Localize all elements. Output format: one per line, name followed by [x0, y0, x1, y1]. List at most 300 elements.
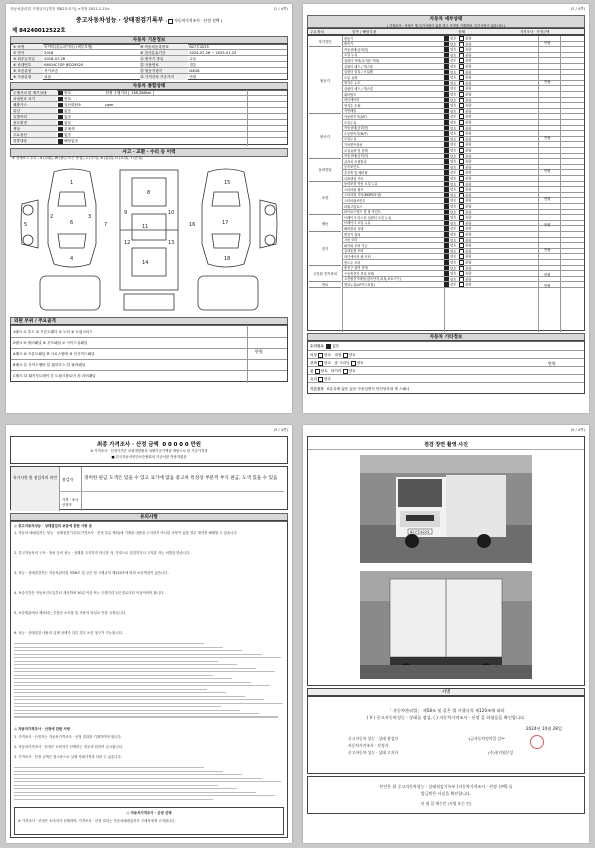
detail-item-label: 원동기 [344, 36, 354, 41]
state-good-check[interactable] [444, 176, 449, 181]
other-value: 없음 [332, 344, 340, 348]
state-good-check[interactable] [444, 193, 449, 198]
state-bad-check[interactable] [459, 243, 464, 248]
state-bad-check[interactable] [459, 92, 464, 97]
state-good-check[interactable] [444, 120, 449, 125]
general-item: 색상 [13, 126, 57, 132]
state-bad-check[interactable] [459, 226, 464, 231]
notice1-title: ◎ 중고자동차성능 · 상태점검의 보증에 관한 사항 등 [14, 524, 93, 528]
state-bad-check[interactable] [459, 137, 464, 142]
state-good-check[interactable] [444, 86, 449, 91]
basic-value2: 수동 [189, 57, 197, 61]
doc-no-suffix: 호 [60, 28, 66, 34]
notice1-item: 4. 보증기간은 자동차인도일부터 계산하며 30일 이상 또는 주행거리 2천 킬로미터 이상이어야 합니다. [14, 591, 165, 595]
state-good-check[interactable] [444, 187, 449, 192]
state-good-check[interactable] [444, 232, 449, 237]
detail-item-label: 와이퍼 모터 기능 [344, 243, 368, 248]
state-good-check[interactable] [444, 221, 449, 226]
detail-item-label: 디퍼렌셜 기어 [344, 176, 364, 181]
general-item: 용도변경 [13, 120, 57, 126]
state-good-check[interactable] [444, 159, 449, 164]
state-bad-check[interactable] [459, 64, 464, 69]
text-line-placeholder [14, 696, 245, 697]
other-value: 양호 [324, 377, 332, 381]
basic-value: 자가보증 [44, 69, 59, 73]
diagram-number: 14 [142, 260, 149, 266]
detail-group-label: 동력전달 [309, 159, 341, 181]
state-good-label: 양호 [450, 232, 457, 237]
page4-corner-right: (4 / 4쪽) [570, 428, 585, 432]
state-good-label: 양호 [450, 221, 457, 226]
other-label: 수리필요 [310, 344, 324, 348]
state-check[interactable] [58, 127, 63, 132]
detail-item-label: 등속조인트 [344, 165, 360, 170]
detail-column-headers [307, 28, 585, 35]
basic-label2: ⑭ 가격산정 기준가격 [140, 74, 188, 80]
detail-price-unit: 만원 [544, 79, 551, 84]
state-good-check[interactable] [444, 271, 449, 276]
text-line-placeholder [14, 657, 281, 658]
state-bad-check[interactable] [459, 260, 464, 265]
state-bad-label: 불량 [465, 36, 472, 41]
state-good-label: 양호 [450, 260, 457, 265]
col-header: 항목 / 해당부품 [352, 30, 377, 34]
state-bad-check[interactable] [459, 249, 464, 254]
state-good-check[interactable] [444, 64, 449, 69]
state-bad-label: 불량 [465, 215, 472, 220]
state-bad-check[interactable] [459, 58, 464, 63]
state-bad-check[interactable] [459, 75, 464, 80]
state-good-check[interactable] [444, 98, 449, 103]
other-check[interactable] [318, 377, 323, 382]
notice2-continued-text [14, 765, 286, 803]
state-bad-check[interactable] [459, 148, 464, 153]
other-row [308, 375, 584, 383]
parts-table [10, 324, 288, 382]
state-bad-check[interactable] [459, 165, 464, 170]
state-bad-check[interactable] [459, 254, 464, 259]
state-check[interactable] [58, 115, 63, 120]
notice2-title: ◎ 자동차가격조사 · 산정에 관한 사항 [14, 727, 71, 731]
state-good-label: 양호 [450, 103, 457, 108]
state-bad-label: 불량 [465, 142, 472, 147]
part-row: C랭크 ⑭ 패키지트레이 ⑮ 트렁크플로어 ⑯ 리어패널 [13, 374, 96, 378]
state-good-check[interactable] [444, 182, 449, 187]
state-good-check[interactable] [444, 103, 449, 108]
section-basic-info: 자동차 기본정보 [10, 36, 288, 45]
general-state: 없음 [64, 115, 72, 119]
state-bad-label: 불량 [465, 170, 472, 175]
state-bad-check[interactable] [459, 176, 464, 181]
state-check[interactable] [58, 97, 63, 102]
detail-price-unit: 만원 [544, 197, 551, 202]
diagram-number: 15 [224, 180, 231, 186]
state-bad-check[interactable] [459, 86, 464, 91]
special-divider [81, 467, 82, 511]
diagram-number: 11 [142, 224, 149, 230]
red-seal-stamp [530, 735, 544, 749]
state-bad-check[interactable] [459, 42, 464, 47]
detail-item-label: 클러치 어셈블리 [344, 159, 367, 164]
state-good-label: 양호 [450, 176, 457, 181]
other-value: 양호 [324, 361, 332, 365]
text-line-placeholder [14, 671, 275, 672]
page2-title: 자동차 세부상태 [429, 17, 463, 22]
general-item: 주요옵션 [13, 132, 57, 138]
final-price-value: 0 0 0 0 0 만원 [162, 442, 201, 448]
state-bad-check[interactable] [459, 109, 464, 114]
state-bad-check[interactable] [459, 193, 464, 198]
state-good-label: 양호 [450, 126, 457, 131]
col-header: 주요장치 [310, 30, 324, 34]
diagram-number: 1 [70, 180, 74, 186]
other-row [308, 359, 584, 367]
sign-title: 서명 [441, 690, 451, 695]
detail-item-label: 오일누유 [344, 120, 357, 125]
basic-label: ⑤ 보증유형 [13, 68, 43, 74]
diagram-number: 10 [168, 210, 175, 216]
state-bad-check[interactable] [459, 232, 464, 237]
text-line-placeholder [14, 682, 251, 683]
text-line-placeholder [14, 799, 213, 800]
basic-label2: ⑨ 자동차등록번호 [140, 44, 188, 50]
state-good-label: 양호 [450, 266, 457, 271]
text-line-placeholder [14, 788, 237, 789]
final-price-note: ※ 가격조사 · 산정가격은 보험개발원의 차량기준가액을 바탕으로 한 기준가격과 [90, 449, 208, 453]
detail-item-label: 스티어링조인트 [344, 198, 366, 203]
sign-title-bar [307, 688, 585, 696]
state-good-check[interactable] [444, 92, 449, 97]
diagram-number: 16 [189, 222, 196, 228]
state-bad-check[interactable] [459, 47, 464, 52]
state-bad-check[interactable] [459, 53, 464, 58]
state-good-check[interactable] [444, 58, 449, 63]
other-info-table [307, 340, 585, 394]
state-good-label: 양호 [450, 282, 457, 287]
section-other-info: 자동차 기타정보 [307, 333, 585, 342]
state-bad-check[interactable] [459, 70, 464, 75]
state-bad-check[interactable] [459, 98, 464, 103]
other-value: 양호 [324, 353, 332, 357]
state-good-check[interactable] [444, 114, 449, 119]
document-number [12, 26, 66, 34]
state-good-label: 양호 [450, 154, 457, 159]
state-good-label: 양호 [450, 42, 457, 47]
state-bad-check[interactable] [459, 277, 464, 282]
general-item: 특별이력 [13, 114, 57, 120]
vehicle-diagram [14, 164, 284, 314]
state-good-check[interactable] [444, 282, 449, 287]
state-check[interactable] [58, 109, 63, 114]
state-good-label: 양호 [450, 226, 457, 231]
detail-price-unit: 만원 [544, 273, 551, 277]
basic-value: KMCHC7GP JED29520 [44, 63, 84, 67]
diagram-number: 5 [24, 222, 28, 228]
diagram-number: 17 [222, 220, 229, 226]
buyer-sign-line: 년 월 일 매수인 (서명 또는 인) [420, 801, 472, 806]
state-good-check[interactable] [444, 126, 449, 131]
basic-value2: D4GB [189, 69, 200, 73]
general-state: 무채색 [64, 127, 75, 131]
part-row: B랭크 ⑪ 사이드멤버 ⑫ 휠하우스 ⑬ 필러패널 [11, 360, 287, 371]
general-item: 주행거리 및 계기상태 [13, 90, 57, 96]
detail-group-label: 제동 [309, 215, 341, 232]
general-state: 일산화탄소 [64, 103, 82, 107]
page-2-detail-state [303, 4, 589, 413]
state-bad-label: 불량 [465, 238, 472, 243]
text-line-placeholder [14, 647, 223, 648]
doc-no-value: 84240012522 [19, 28, 61, 34]
diagram-number: 4 [70, 256, 74, 262]
state-good-label: 양호 [450, 142, 457, 147]
state-good-label: 양호 [450, 204, 457, 209]
general-state: 양호 [64, 91, 72, 95]
basic-label2: ⑪ 변속기 종류 [140, 56, 188, 62]
basic-info-table [10, 43, 288, 80]
other-check[interactable] [318, 353, 323, 358]
other-value: 양호 [320, 369, 328, 373]
state-bad-label: 불량 [465, 254, 472, 259]
diagram-number: 2 [50, 214, 54, 220]
page-1-performance-record [6, 4, 292, 413]
state-bad-check[interactable] [459, 170, 464, 175]
state-bad-check[interactable] [459, 126, 464, 131]
state-good-label: 양호 [450, 187, 457, 192]
state-bad-check[interactable] [459, 238, 464, 243]
detail-price-unit: 만원 [544, 222, 551, 227]
state-bad-check[interactable] [459, 221, 464, 226]
state-good-check[interactable] [444, 204, 449, 209]
special-row-line [59, 491, 284, 492]
state-bad-check[interactable] [459, 182, 464, 187]
state-check[interactable] [58, 139, 63, 144]
state-good-check[interactable] [444, 70, 449, 75]
diagram-number: 6 [70, 220, 74, 226]
basic-row [11, 74, 287, 80]
other-check[interactable] [326, 344, 331, 349]
page2-corner-right: (2 / 4쪽) [570, 7, 585, 11]
price-unit: 만원 [255, 349, 263, 354]
detail-item-label: 냉각수 수량 [344, 103, 361, 108]
detail-item-label: 냉각수 누수 [344, 81, 361, 86]
state-good-check[interactable] [444, 226, 449, 231]
state-good-label: 양호 [450, 64, 457, 69]
signature-box [307, 696, 585, 774]
law-text2: ( V ) 중고자동차성능 · 상태를 점검, ( ) 자동차가격조사 · 산정 을 하였음을 확인합니다. [366, 715, 526, 720]
state-good-check[interactable] [444, 142, 449, 147]
accident-legend: ※ 상태표시 부호 : X (교환), W (판금 또는 용접), C (부식), A (흠집), U (요철), T (손상) [12, 156, 143, 160]
state-bad-label: 불량 [465, 120, 472, 125]
page1-title-text: 중고자동차성능 · 상태점검기록부 [75, 17, 164, 24]
other-check[interactable] [315, 369, 320, 374]
general-state: 없음 [64, 121, 72, 125]
text-line-placeholder [14, 664, 237, 665]
notice1-continued-text [14, 641, 286, 723]
general-row [11, 138, 287, 144]
state-bad-label: 불량 [465, 271, 472, 276]
state-bad-check[interactable] [459, 120, 464, 125]
state-bad-check[interactable] [459, 81, 464, 86]
state-good-label: 양호 [450, 131, 457, 136]
state-bad-check[interactable] [459, 282, 464, 287]
page-3-price-and-notices [6, 425, 292, 843]
state-bad-check[interactable] [459, 103, 464, 108]
state-good-check[interactable] [444, 210, 449, 215]
text-line-placeholder [14, 689, 207, 690]
state-bad-check[interactable] [459, 159, 464, 164]
car-center-frame [120, 170, 178, 290]
state-good-check[interactable] [444, 47, 449, 52]
state-good-check[interactable] [444, 243, 449, 248]
state-good-check[interactable] [444, 137, 449, 142]
state-bad-check[interactable] [459, 131, 464, 136]
diagram-number: 7 [104, 222, 108, 228]
state-good-check[interactable] [444, 266, 449, 271]
basic-value: 2018 [44, 51, 54, 55]
state-check[interactable] [58, 91, 63, 96]
price-survey-checkbox[interactable] [168, 19, 173, 24]
state-bad-label: 불량 [465, 165, 472, 170]
state-good-label: 양호 [450, 193, 457, 198]
general-note: 현재 주행거리 [ 138,286km ] [105, 91, 154, 95]
other-check[interactable] [343, 353, 348, 358]
special-label: 특기사항 및 점검자의 의견 [13, 475, 57, 480]
state-bad-label: 불량 [465, 243, 472, 248]
notice1-item: 3. 성능 · 상태점검자는 자동차관리법 제58조 및 같은 법 시행규칙 제120조에 따라 보증책임이 있습니다. [14, 571, 169, 575]
state-good-check[interactable] [444, 249, 449, 254]
state-bad-label: 불량 [465, 277, 472, 282]
state-bad-check[interactable] [459, 198, 464, 203]
diagram-number: 3 [88, 214, 92, 220]
state-good-check[interactable] [444, 109, 449, 114]
state-bad-check[interactable] [459, 114, 464, 119]
detail-group-label: 고전원 전기장치 [309, 266, 341, 283]
notice-box [10, 520, 288, 838]
other-label: 외장 [310, 353, 317, 357]
truck-front-photo [360, 455, 532, 563]
state-bad-check[interactable] [459, 271, 464, 276]
state-good-check[interactable] [444, 165, 449, 170]
detail-price-unit: 만원 [544, 135, 551, 140]
page1-title-checkbox[interactable]: ( 자동차가격조사 · 산정 선택 ) [165, 18, 223, 23]
state-check[interactable] [58, 103, 63, 108]
detail-price-unit: 만원 [544, 284, 551, 289]
detail-price-unit: 만원 [544, 40, 551, 45]
price-column-divider [247, 325, 248, 383]
detail-item-label: 충전구 절연 상태 [344, 266, 368, 271]
state-good-check[interactable] [444, 170, 449, 175]
general-item: 리콜대상 [13, 138, 57, 144]
page3-corner-right: (3 / 4쪽) [273, 428, 288, 432]
state-bad-label: 불량 [465, 182, 472, 187]
text-line-placeholder [14, 774, 242, 775]
state-bad-check[interactable] [459, 154, 464, 159]
notice2-item: 3. 가격조사 · 산정 금액은 참고용으로 실제 거래가격과 다를 수 있습니다. [14, 755, 122, 759]
state-bad-check[interactable] [459, 215, 464, 220]
state-good-check[interactable] [444, 131, 449, 136]
state-good-label: 양호 [450, 159, 457, 164]
section-parts: 외판 부위 / 주요골격 [10, 317, 288, 326]
car-side-right-view [260, 200, 277, 248]
state-good-check[interactable] [444, 53, 449, 58]
state-good-check[interactable] [444, 215, 449, 220]
detail-item-label: 스티어링 기어(MDPS포함) [344, 193, 382, 198]
special-notes-text: 경미한 판금 도색은 있을 수 있고 표기에 않음 중고차 특성상 부분적 부식 판금, 도색 있을 수 있음 [84, 476, 278, 481]
detail-item-label: 작동상태(공회전) [344, 47, 369, 52]
photo-title: 점검 장면 촬영 사진 [424, 442, 468, 448]
part-row: 1랭크 ① 후드 ② 프론트펜더 ③ 도어 ④ 트렁크리드 [11, 327, 287, 338]
detail-item-label: 실린더 헤드 / 개스킷 [344, 64, 373, 69]
state-good-check[interactable] [444, 254, 449, 259]
state-bad-check[interactable] [459, 204, 464, 209]
state-good-check[interactable] [444, 277, 449, 282]
detail-item-label: 실린더 블록 / 오일팬 [344, 70, 373, 75]
buyer-confirm-text: 본인은 위 중고자동차성능 · 상태점검기록부 [자동차가격조사 · 산정 선택] 를 [379, 784, 513, 789]
state-bad-label: 불량 [465, 47, 472, 52]
final-price-note2: ■ 한국자동차진단보증협회의 기준서를 적용하였음 [111, 455, 187, 459]
state-good-check[interactable] [444, 260, 449, 265]
other-check[interactable] [343, 369, 348, 374]
basic-items-label: 기본품목 [310, 387, 324, 391]
other-label: 광택 [310, 361, 317, 365]
other-value: 양호 [348, 369, 356, 373]
col-header: 상태 [458, 30, 465, 34]
detail-item-label: 추진축 및 베어링 [344, 170, 368, 175]
state-bad-label: 불량 [465, 103, 472, 108]
state-good-check[interactable] [444, 81, 449, 86]
state-bad-label: 불량 [465, 53, 472, 58]
state-good-check[interactable] [444, 36, 449, 41]
other-row [308, 367, 584, 375]
state-good-label: 양호 [450, 165, 457, 170]
text-line-placeholder [14, 661, 218, 662]
state-good-check[interactable] [444, 198, 449, 203]
notice2-item: 2. 자동차가격조사 · 산정은 소비자가 선택하는 경우에 한하여 실시합니다. [14, 745, 123, 749]
state-bad-check[interactable] [459, 142, 464, 147]
state-bad-check[interactable] [459, 36, 464, 41]
state-bad-check[interactable] [459, 210, 464, 215]
other-check[interactable] [351, 361, 356, 366]
state-good-check[interactable] [444, 75, 449, 80]
detail-item-label: 오일유량 및 상태 [344, 148, 368, 153]
detail-item-label: 고전원전기배선(접속단자,피복,보호기구) [344, 277, 401, 282]
state-good-check[interactable] [444, 148, 449, 153]
state-bad-label: 불량 [465, 58, 472, 63]
state-good-check[interactable] [444, 154, 449, 159]
state-good-check[interactable] [444, 42, 449, 47]
page2-title-bar [307, 15, 585, 28]
basic-value: 마이티(올뉴마이티) (세부모델) [44, 45, 93, 49]
general-state: 없음 [64, 109, 72, 113]
other-row [308, 341, 584, 351]
state-check[interactable] [58, 133, 63, 138]
other-check[interactable] [318, 361, 323, 366]
state-check[interactable] [58, 121, 63, 126]
basic-label2: ⑬ 원동기형식 [140, 68, 188, 74]
state-good-label: 양호 [450, 271, 457, 276]
state-good-label: 양호 [450, 170, 457, 175]
state-bad-label: 불량 [465, 260, 472, 265]
detail-item-label: 커먼레일 [344, 109, 357, 114]
text-line-placeholder [14, 650, 242, 651]
state-bad-check[interactable] [459, 187, 464, 192]
state-bad-label: 불량 [465, 109, 472, 114]
state-bad-check[interactable] [459, 266, 464, 271]
photo-box [307, 436, 585, 686]
col-header: 가격조사 · 산정금액 [520, 30, 550, 34]
state-good-check[interactable] [444, 238, 449, 243]
state-bad-label: 불량 [465, 176, 472, 181]
